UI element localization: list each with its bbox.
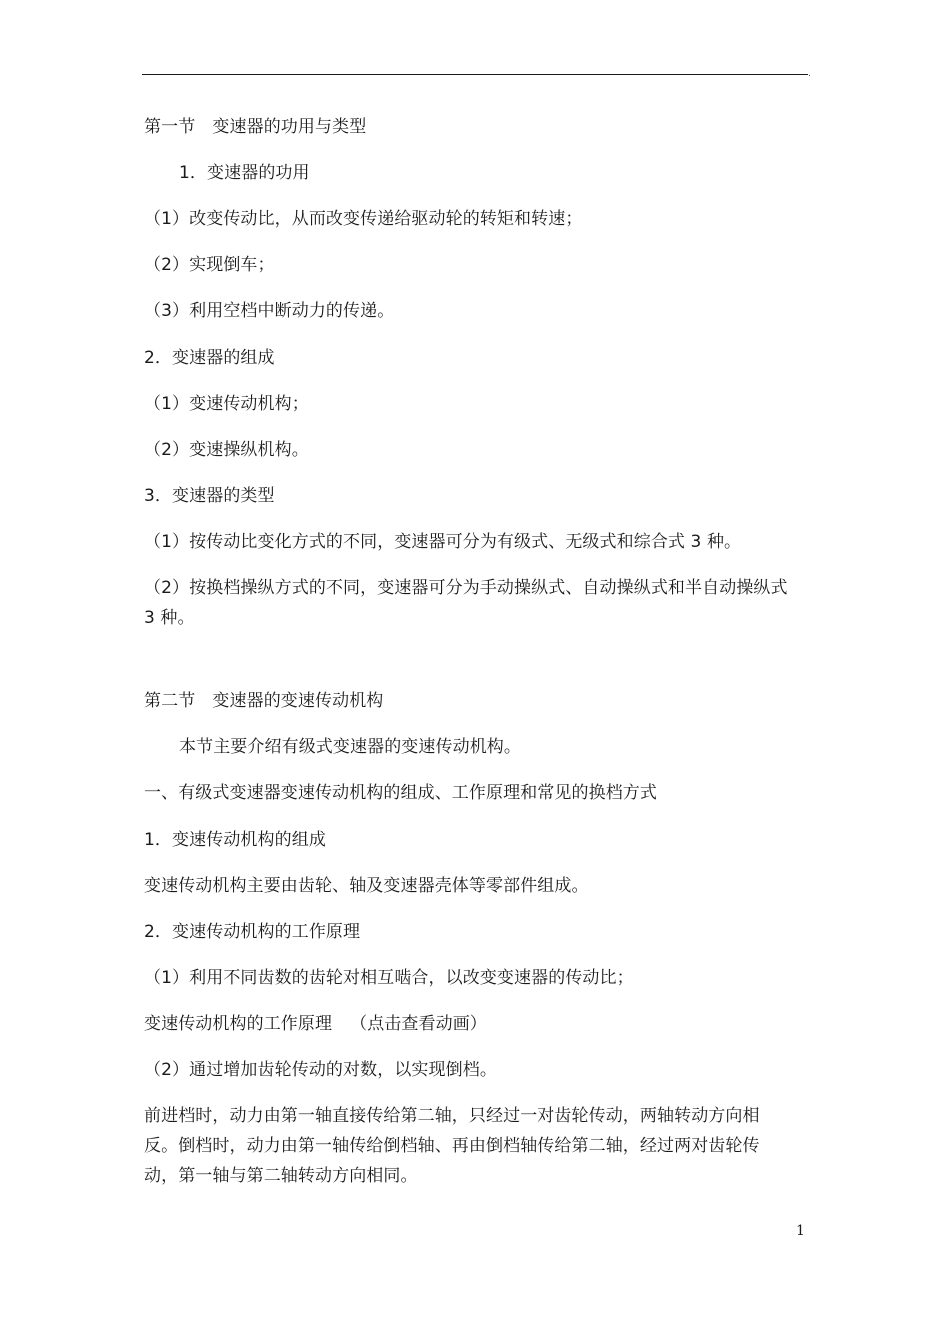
animation-link-label[interactable]: 变速传动机构的工作原理	[144, 1014, 333, 1034]
s1-types-item-2-line-2: 3 种。	[144, 608, 195, 628]
header-rule	[142, 74, 808, 75]
page-number: 1	[796, 1223, 805, 1239]
s2-composition-text: 变速传动机构主要由齿轮、轴及变速器壳体等零部件组成。	[144, 876, 589, 896]
s1-function-item-3: （3）利用空档中断动力的传递。	[144, 301, 395, 321]
s2-subheading-composition: 1．变速传动机构的组成	[144, 830, 326, 850]
s2-heading-1: 一、有级式变速器变速传动机构的组成、工作原理和常见的换档方式	[144, 783, 657, 803]
s1-function-item-1: （1）改变传动比，从而改变传递给驱动轮的转矩和转速；	[144, 209, 583, 229]
s2-intro: 本节主要介绍有级式变速器的变速传动机构。	[179, 737, 521, 757]
s1-function-item-2: （2）实现倒车；	[144, 255, 275, 275]
s1-heading-function: 1．变速器的功用	[179, 163, 310, 183]
animation-link-hint[interactable]: （点击查看动画）	[350, 1014, 487, 1034]
s2-principle-paragraph-line-2: 反。倒档时，动力由第一轴传给倒档轴、再由倒档轴传给第二轴，经过两对齿轮传	[144, 1136, 760, 1156]
animation-link[interactable]	[144, 1012, 487, 1036]
s2-principle-paragraph-line-1: 前进档时，动力由第一轴直接传给第二轴，只经过一对齿轮传动，两轴转动方向相	[144, 1106, 760, 1126]
s2-principle-item-2: （2）通过增加齿轮传动的对数，以实现倒档。	[144, 1060, 497, 1080]
s2-principle-paragraph-line-3: 动，第一轴与第二轴转动方向相同。	[144, 1166, 418, 1186]
s1-types-item-2-line-1: （2）按换档操纵方式的不同，变速器可分为手动操纵式、自动操纵式和半自动操纵式	[144, 578, 788, 598]
header-rule-mark: .	[808, 69, 811, 79]
section-2-title: 第二节 变速器的变速传动机构	[144, 691, 384, 711]
s2-subheading-principle: 2．变速传动机构的工作原理	[144, 922, 361, 942]
s1-composition-item-2: （2）变速操纵机构。	[144, 440, 309, 460]
section-1-title: 第一节 变速器的功用与类型	[144, 117, 367, 137]
s1-heading-composition: 2．变速器的组成	[144, 348, 275, 368]
s1-types-item-1: （1）按传动比变化方式的不同，变速器可分为有级式、无级式和综合式 3 种。	[144, 532, 742, 552]
s2-principle-item-1: （1）利用不同齿数的齿轮对相互啮合，以改变变速器的传动比；	[144, 968, 634, 988]
s1-heading-types: 3．变速器的类型	[144, 486, 275, 506]
s1-composition-item-1: （1）变速传动机构；	[144, 394, 309, 414]
